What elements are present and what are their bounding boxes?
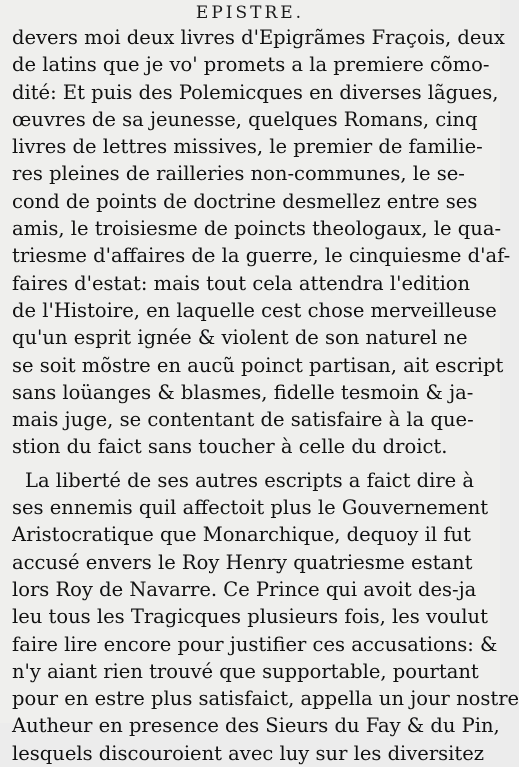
- text-line: lesquels discouroient avec luy sur les diversitez: [12, 741, 485, 765]
- text-line: lors Roy de Navarre. Ce Prince qui avoit des-ja: [12, 577, 477, 601]
- text-line: se soit mõstre en aucũ poinct partisan, ait escript: [12, 353, 504, 377]
- text-line: accusé envers le Roy Henry quatriesme estant: [12, 550, 473, 574]
- text-line: n'y aiant rien trouvé que supportable, pourtant: [12, 659, 479, 683]
- text-line: cond de points de doctrine desmellez entre ses: [12, 189, 478, 213]
- text-line: Aristocratique que Monarchique, dequoy il fut: [12, 523, 471, 547]
- text-line: faire lire encore pour justifier ces accusations: &: [12, 632, 498, 656]
- text-line: sans loüanges & blasmes, fidelle tesmoin & ja-: [12, 380, 474, 404]
- text-line: ses ennemis quil affectoit plus le Gouvernement: [12, 496, 489, 520]
- text-line: Autheur en presence des Sieurs du Fay & du Pin,: [12, 714, 500, 738]
- running-head: EPISTRE.: [195, 3, 305, 23]
- text-line: triesme d'affaires de la guerre, le cinquiesme d'af-: [12, 244, 511, 268]
- text-line: qu'un esprit ignée & violent de son naturel ne: [12, 326, 468, 350]
- text-line: res pleines de railleries non-communes, le se-: [12, 162, 465, 186]
- text-line: livres de lettres missives, le premier de familie-: [12, 135, 483, 159]
- text-line: dité: Et puis des Polemicques en diverses lãgues,: [12, 80, 499, 104]
- page-body-text: [12, 24, 519, 767]
- text-line: œuvres de sa jeunesse, quelques Romans, cinq: [12, 107, 478, 131]
- paragraph: [12, 24, 511, 461]
- text-line: amis, le troisiesme de poincts theologaux, le qua-: [12, 217, 502, 241]
- text-line: leu tous les Tragicques plusieurs fois, les voulut: [12, 605, 488, 629]
- text-line: faires d'estat: mais tout cela attendra l'edition: [12, 271, 471, 295]
- paragraph: [12, 467, 519, 767]
- text-line: pour en estre plus satisfaict, appella un jour nostre: [12, 687, 519, 711]
- text-line: La liberté de ses autres escripts a faict dire à: [25, 468, 475, 492]
- text-line: stion du faict sans toucher à celle du droict.: [12, 435, 448, 459]
- text-line: de l'Histoire, en laquelle cest chose merveilleuse: [12, 298, 497, 322]
- text-line: devers moi deux livres d'Epigrãmes Fraçois, deux: [12, 26, 505, 49]
- text-line: de latins que je vo' promets a la premiere cõmo-: [12, 53, 490, 77]
- text-line: mais juge, se contentant de satisfaire à la que-: [12, 408, 474, 432]
